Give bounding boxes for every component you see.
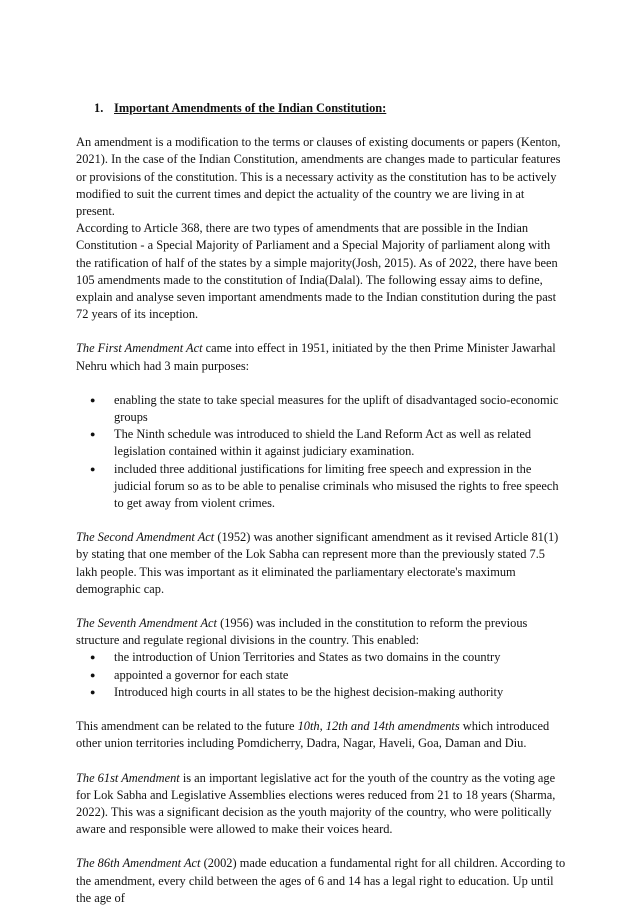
seventh-amendment-list [76, 649, 566, 701]
intro-paragraph-1: An amendment is a modification to the terms or clauses of existing documents or papers (Kenton, 2021). In the case of the Indian Constitution, amendments are changes made to particular features or provisions of the constitution. This is a necessary activity as the constitution has to be actively modified to suit the current times and depict the actuality of the country we are living in at present. [76, 135, 561, 219]
first-amendment-text: came into effect in 1951, initiated by the then Prime Minister Jawarhal Nehru which had 3 main purposes: [76, 341, 556, 373]
first-amendment-list [76, 392, 566, 512]
sixtyfirst-amendment-text: is an important legislative act for the youth of the country as the voting age for Lok Sabha and Legislative Assemblies elections weres reduced from 21 to 18 years (Sharma, 2022). This was a significant decision as the youth majority of the country, who were politically aware and responsible were allowed to make their voices heard. [76, 770, 556, 837]
followup-text-end: which introduced other union territories including Pomdicherry, Dadra, Nagar, Haveli, Goa, Daman and Diu. [76, 719, 550, 751]
list-item: ● Introduced high courts in all states to be the highest decision-making authority [76, 684, 566, 701]
future-amendments-name: 10th, 12th and 14th amendments [297, 719, 460, 734]
document-page [76, 100, 566, 907]
seventh-amendment-paragraph [76, 615, 566, 649]
first-amendment-paragraph [76, 340, 566, 374]
section-title: Important Amendments of the Indian Constitution: [114, 101, 387, 115]
list-item: ● The Ninth schedule was introduced to shield the Land Reform Act as well as related legislation contained within it against judiciary examination. [76, 426, 566, 460]
intro-paragraph-2: According to Article 368, there are two types of amendments that are possible in the Indian Constitution - a Special Majority of Parliament and a Special Majority of parliament along with the ratification of half of the states by a simple majority(Josh, 2015). As of 2022, there have been 105 amendments made to the constitution of India(Dalal). The following essay aims to define, explain and analyse seven important amendments made to the Indian constitution during the past 72 years of its inception. [76, 221, 558, 322]
second-amendment-name: The Second Amendment Act [76, 530, 215, 545]
seventh-amendment-name: The Seventh Amendment Act [76, 616, 217, 631]
eightysixth-amendment-name: The 86th Amendment Act [76, 856, 201, 871]
section-number: 1. [94, 101, 104, 115]
second-amendment-text: (1952) was another significant amendment as it revised Article 81(1) by stating that one member of the Lok Sabha can represent more than the previously stated 7.5 lakh people. This was important as it eliminated the parliamentary electorate's maximum demographic cap. [76, 530, 559, 596]
list-item: ● enabling the state to take special measures for the uplift of disadvantaged socio-economic groups [76, 392, 566, 426]
followup-text-start: This amendment can be related to the future [76, 719, 298, 734]
second-amendment-paragraph [76, 529, 566, 598]
section-heading [76, 100, 566, 117]
sixtyfirst-amendment-paragraph [76, 770, 566, 839]
list-item: ● the introduction of Union Territories and States as two domains in the country [76, 649, 566, 666]
eightysixth-amendment-paragraph [76, 855, 566, 907]
seventh-amendment-followup [76, 718, 566, 752]
first-amendment-name: The First Amendment Act [76, 341, 203, 356]
list-item: ● appointed a governor for each state [76, 667, 566, 684]
seventh-amendment-text: (1956) was included in the constitution to reform the previous structure and regulate regional divisions in the country. This enabled: [76, 616, 528, 648]
sixtyfirst-amendment-name: The 61st Amendment [76, 770, 180, 785]
eightysixth-amendment-text: (2002) made education a fundamental right for all children. According to the amendment, every child between the ages of 6 and 14 has a legal right to education. Up until the age of [76, 856, 566, 905]
list-item: ● included three additional justifications for limiting free speech and expression in the judicial forum so as to be able to penalise criminals who misused the rights to free speech to get away from violent crimes. [76, 461, 566, 513]
